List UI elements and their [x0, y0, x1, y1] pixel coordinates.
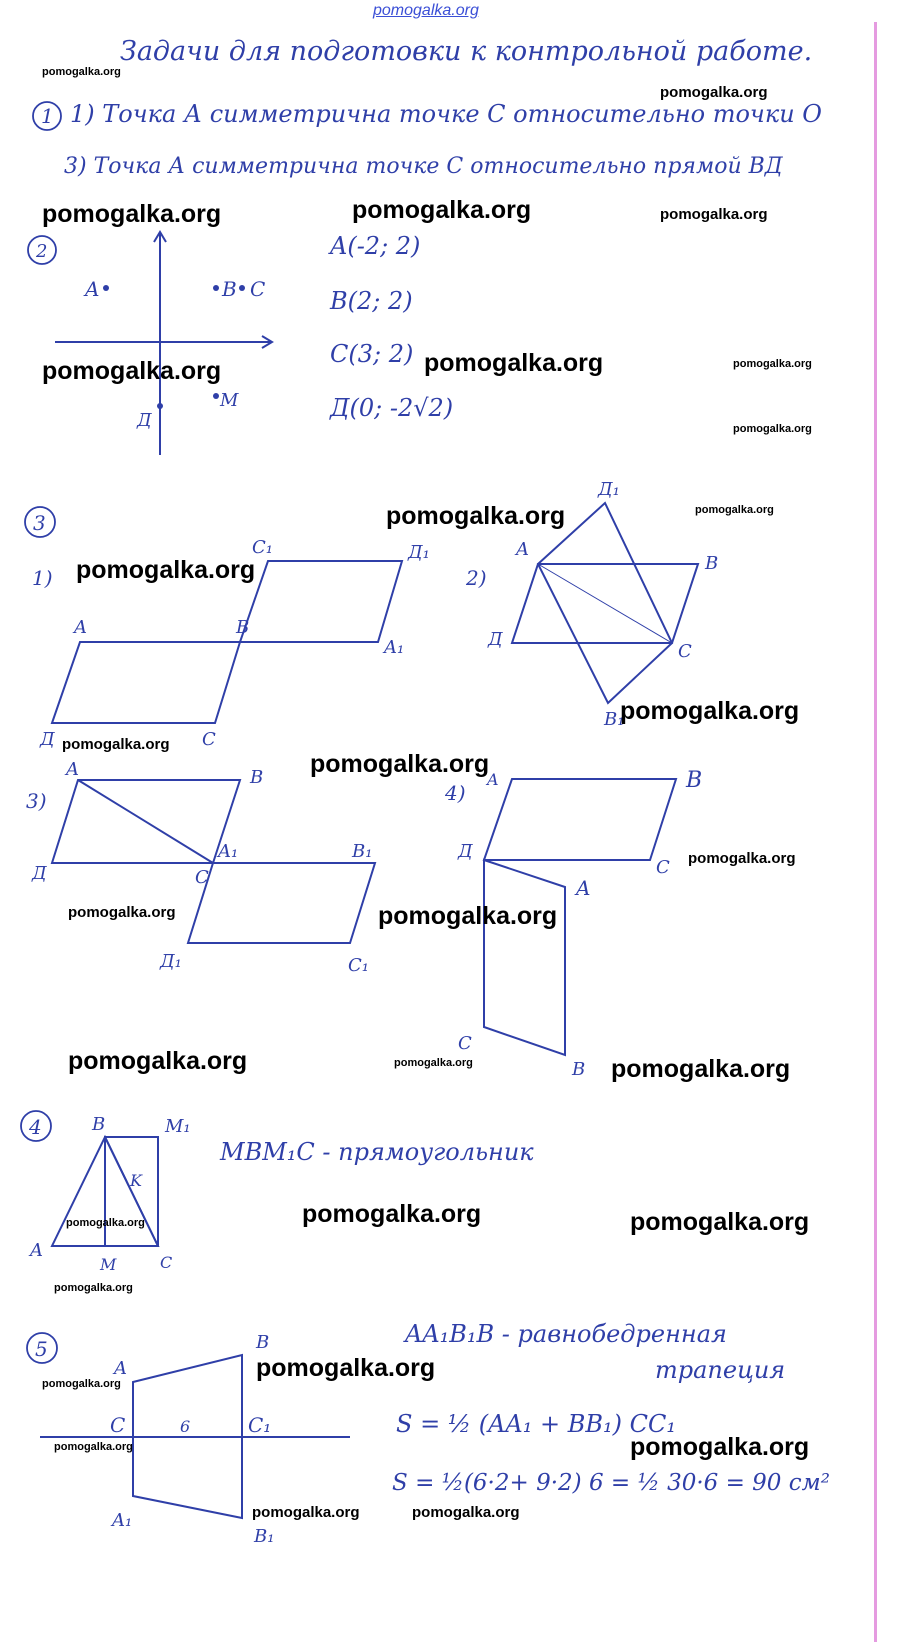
watermark: pomogalka.org — [660, 206, 768, 223]
task5-a1: A₁ — [112, 1510, 133, 1531]
fig1-d: Д — [40, 729, 55, 750]
watermark: pomogalka.org — [424, 349, 604, 377]
watermark: pomogalka.org — [620, 697, 800, 725]
fig2-c: C — [678, 641, 692, 662]
fig4-b2: B — [572, 1059, 586, 1080]
fig1-a1: A₁ — [384, 637, 405, 658]
task1-number-circle — [30, 99, 64, 133]
task5-length: 6 — [180, 1417, 191, 1436]
watermark: pomogalka.org — [42, 200, 222, 228]
task5-c1: C₁ — [248, 1413, 272, 1437]
watermark: pomogalka.org — [256, 1354, 436, 1382]
task4-m: M — [100, 1255, 117, 1274]
watermark: pomogalka.org — [378, 902, 558, 930]
fig1-c1: C₁ — [252, 537, 273, 558]
task5-a: A — [114, 1358, 127, 1379]
fig2-b: B — [705, 553, 719, 574]
fig4-a2: A — [576, 876, 591, 900]
task1-number: 1 — [41, 104, 54, 128]
fig3-c1: C₁ — [348, 955, 369, 976]
fig2-b1: B₁ — [604, 709, 625, 730]
fig4-c: C — [656, 857, 670, 878]
task3-number: 3 — [33, 511, 46, 535]
point-m-label: M — [220, 390, 239, 411]
fig3-d1: Д₁ — [160, 951, 182, 972]
watermark: pomogalka.org — [68, 904, 176, 921]
task4-k: K — [130, 1171, 142, 1190]
watermark: pomogalka.org — [42, 357, 222, 385]
watermark: pomogalka.org — [302, 1200, 482, 1228]
task2-coordinate-plane — [0, 220, 330, 470]
watermark: pomogalka.org — [630, 1208, 810, 1236]
watermark: pomogalka.org — [695, 504, 774, 516]
fig4-c2: C — [458, 1033, 472, 1054]
fig2-d1: Д₁ — [598, 479, 620, 500]
task1-line1: 1) Точка А симметрична точке С относительно точки О — [70, 100, 822, 128]
fig2-a: A — [516, 539, 529, 560]
point-a-label: A — [85, 277, 100, 301]
site-header-link[interactable]: pomogalka.org — [373, 2, 479, 19]
watermark: pomogalka.org — [394, 1057, 473, 1069]
watermark: pomogalka.org — [660, 84, 768, 101]
fig1-c: C — [202, 729, 216, 750]
watermark: pomogalka.org — [42, 1378, 121, 1390]
task5-statement-line1: AA₁B₁B - равнобедренная — [405, 1320, 727, 1348]
watermark: pomogalka.org — [352, 196, 532, 224]
fig4-d: Д — [458, 841, 473, 862]
fig2-d: Д — [488, 629, 503, 650]
fig1-sublabel: 1) — [32, 566, 53, 590]
fig3-b1: B₁ — [352, 841, 373, 862]
watermark: pomogalka.org — [386, 502, 566, 530]
task5-c: C — [110, 1413, 126, 1437]
fig3-a: A — [66, 759, 79, 780]
task5-statement-line2: трапеция — [655, 1356, 786, 1384]
coord-a: A(-2; 2) — [330, 232, 421, 260]
watermark: pomogalka.org — [630, 1433, 810, 1461]
task4-number: 4 — [29, 1115, 42, 1139]
task3-figures — [0, 479, 870, 1095]
task4-b: B — [92, 1114, 106, 1135]
coord-c: C(3; 2) — [330, 340, 414, 368]
fig2-sublabel: 2) — [466, 566, 487, 590]
task5-formula1: S = ½ (AA₁ + BB₁) CC₁ — [396, 1410, 676, 1438]
task1-line2: 3) Точка А симметрична точке С относительно прямой ВД — [64, 154, 783, 179]
point-b-label: B — [222, 277, 237, 301]
watermark: pomogalka.org — [733, 423, 812, 435]
watermark: pomogalka.org — [54, 1282, 133, 1294]
point-c-label: C — [250, 277, 266, 301]
watermark: pomogalka.org — [66, 1217, 145, 1229]
fig4-a: A — [487, 770, 499, 789]
task5-b1: B₁ — [254, 1526, 275, 1547]
watermark: pomogalka.org — [62, 736, 170, 753]
task4-m1: M₁ — [165, 1116, 191, 1137]
task4-figure — [0, 1100, 210, 1290]
task4-statement: MBM₁C - прямоугольник — [220, 1138, 534, 1166]
notebook-margin-line — [874, 22, 877, 1642]
task4-c: C — [160, 1253, 173, 1272]
fig3-sublabel: 3) — [26, 789, 47, 813]
fig3-d: Д — [32, 863, 47, 884]
coord-b: B(2; 2) — [330, 287, 413, 315]
coord-d: Д(0; -2√2) — [330, 394, 454, 422]
fig4-b: B — [686, 768, 703, 793]
watermark: pomogalka.org — [310, 750, 490, 778]
task5-number: 5 — [35, 1337, 48, 1361]
watermark: pomogalka.org — [76, 556, 256, 584]
page-title: Задачи для подготовки к контрольной работе. — [120, 36, 813, 67]
watermark: pomogalka.org — [252, 1504, 360, 1521]
watermark: pomogalka.org — [42, 66, 121, 78]
point-d-label: Д — [137, 410, 152, 431]
watermark: pomogalka.org — [733, 358, 812, 370]
fig3-b: B — [250, 767, 264, 788]
fig1-b: B — [236, 617, 250, 638]
fig3-c: C — [195, 867, 209, 888]
watermark: pomogalka.org — [412, 1504, 520, 1521]
fig1-d1: Д₁ — [408, 542, 430, 563]
fig4-sublabel: 4) — [445, 781, 466, 805]
fig1-a: A — [74, 617, 87, 638]
fig3-a1: A₁ — [218, 841, 239, 862]
watermark: pomogalka.org — [611, 1055, 791, 1083]
task5-formula2: S = ½(6·2+ 9·2) 6 = ½ 30·6 = 90 см² — [392, 1470, 830, 1496]
task4-a: A — [30, 1240, 43, 1261]
watermark: pomogalka.org — [688, 850, 796, 867]
watermark: pomogalka.org — [54, 1441, 133, 1453]
watermark: pomogalka.org — [68, 1047, 248, 1075]
task2-number: 2 — [36, 241, 48, 262]
task5-b: B — [256, 1332, 270, 1353]
